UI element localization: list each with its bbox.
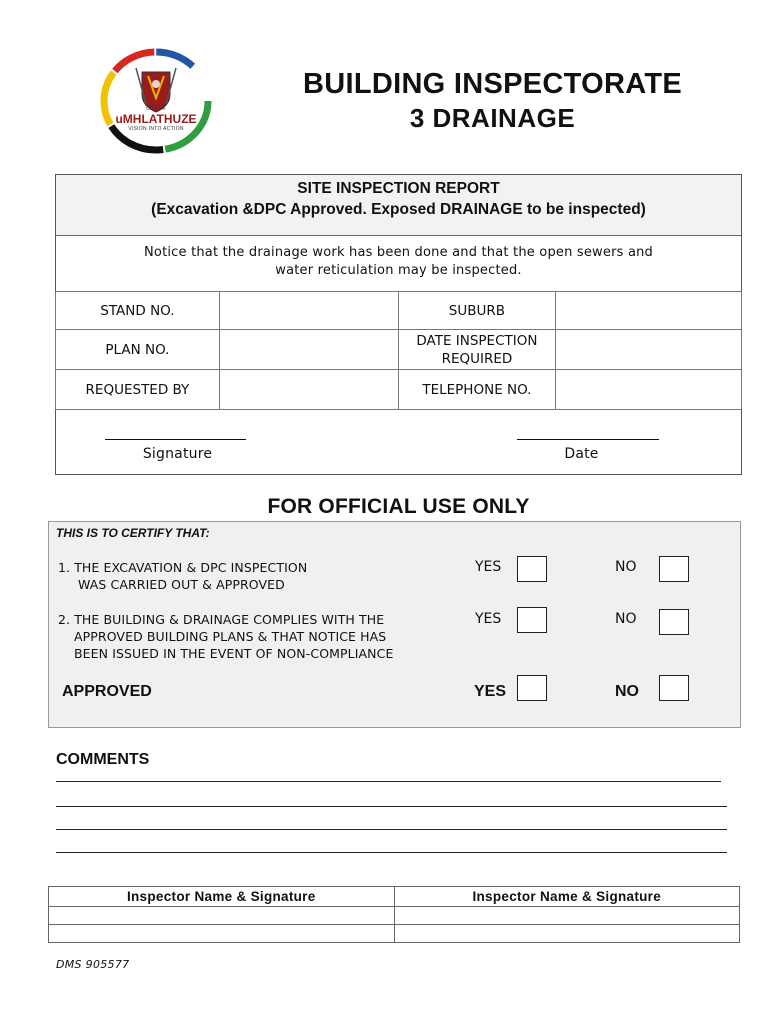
comment-line-4[interactable] <box>56 852 727 853</box>
inspector-col2-header: Inspector Name & Signature <box>394 887 740 907</box>
official-use-title: FOR OFFICIAL USE ONLY <box>267 495 530 518</box>
item-excavation <box>58 559 307 593</box>
report-heading <box>56 175 741 236</box>
certify-heading: THIS IS TO CERTIFY THAT: <box>56 526 210 540</box>
item1-yes-label: YES <box>475 559 502 575</box>
approved-yes-checkbox[interactable] <box>517 675 547 701</box>
page-title: BUILDING INSPECTORATE <box>302 68 683 100</box>
approved-yes-label: YES <box>474 683 507 700</box>
item2-no-checkbox[interactable] <box>659 609 689 635</box>
date-inspection-label <box>398 330 556 370</box>
inspector-cell[interactable] <box>394 925 740 943</box>
stand-no-label: STAND NO. <box>56 292 220 330</box>
telephone-no-label: TELEPHONE NO. <box>398 370 556 410</box>
page-subtitle: 3 DRAINAGE <box>409 103 576 133</box>
date-inspection-label-line2: REQUIRED <box>441 350 513 367</box>
requested-by-field[interactable] <box>219 370 398 410</box>
report-fields-table <box>55 291 742 410</box>
item2-line2: APPROVED BUILDING PLANS & THAT NOTICE HAS <box>74 629 387 644</box>
inspector-signature-table <box>48 886 740 943</box>
item1-no-label: NO <box>615 559 637 575</box>
inspector-cell[interactable] <box>49 907 395 925</box>
logo-tagline: VISION INTO ACTION <box>128 126 184 132</box>
approved-no-checkbox[interactable] <box>659 675 689 701</box>
logo-name: uMHLATHUZE <box>115 112 197 126</box>
stand-no-field[interactable] <box>219 292 398 330</box>
item2-yes-checkbox[interactable] <box>517 607 547 633</box>
comment-line-1[interactable] <box>56 781 721 782</box>
municipality-logo <box>100 48 212 154</box>
approved-label: APPROVED <box>62 683 152 700</box>
signature-label: Signature <box>142 446 213 462</box>
item1-line1: 1. THE EXCAVATION & DPC INSPECTION <box>58 560 308 575</box>
inspector-cell[interactable] <box>49 925 395 943</box>
report-heading-line1: SITE INSPECTION REPORT <box>297 180 500 197</box>
plan-no-field[interactable] <box>219 330 398 370</box>
comment-line-2[interactable] <box>56 806 727 807</box>
item1-no-checkbox[interactable] <box>659 556 689 582</box>
signature-line[interactable] <box>105 439 246 440</box>
notice-line1: Notice that the drainage work has been done and that the open sewers and <box>144 245 653 260</box>
suburb-label: SUBURB <box>398 292 556 330</box>
item2-line1: 2. THE BUILDING & DRAINAGE COMPLIES WITH THE <box>58 612 385 627</box>
logo-small-text: CITY OF <box>146 106 166 112</box>
suburb-field[interactable] <box>556 292 742 330</box>
date-label: Date <box>564 446 599 462</box>
date-line[interactable] <box>517 439 659 440</box>
report-heading-line2: (Excavation &DPC Approved. Exposed DRAINAGE to be inspected) <box>151 201 646 218</box>
item1-yes-checkbox[interactable] <box>517 556 547 582</box>
approved-no-label: NO <box>615 683 639 700</box>
comment-line-3[interactable] <box>56 829 727 830</box>
item2-yes-label: YES <box>475 611 502 627</box>
date-inspection-label-line1: DATE INSPECTION <box>416 332 538 349</box>
inspector-col1-header: Inspector Name & Signature <box>49 887 395 907</box>
plan-no-label: PLAN NO. <box>56 330 220 370</box>
item2-line3: BEEN ISSUED IN THE EVENT OF NON-COMPLIANCE <box>74 646 394 661</box>
document-reference: DMS 905577 <box>56 958 130 971</box>
notice-line2: water reticulation may be inspected. <box>275 263 522 278</box>
item-building-drainage <box>58 611 393 662</box>
inspector-cell[interactable] <box>394 907 740 925</box>
date-inspection-field[interactable] <box>556 330 742 370</box>
item2-no-label: NO <box>615 611 637 627</box>
item1-line2: WAS CARRIED OUT & APPROVED <box>78 577 285 592</box>
requested-by-label: REQUESTED BY <box>56 370 220 410</box>
comments-title: COMMENTS <box>56 751 150 768</box>
telephone-no-field[interactable] <box>556 370 742 410</box>
report-notice <box>56 237 741 291</box>
